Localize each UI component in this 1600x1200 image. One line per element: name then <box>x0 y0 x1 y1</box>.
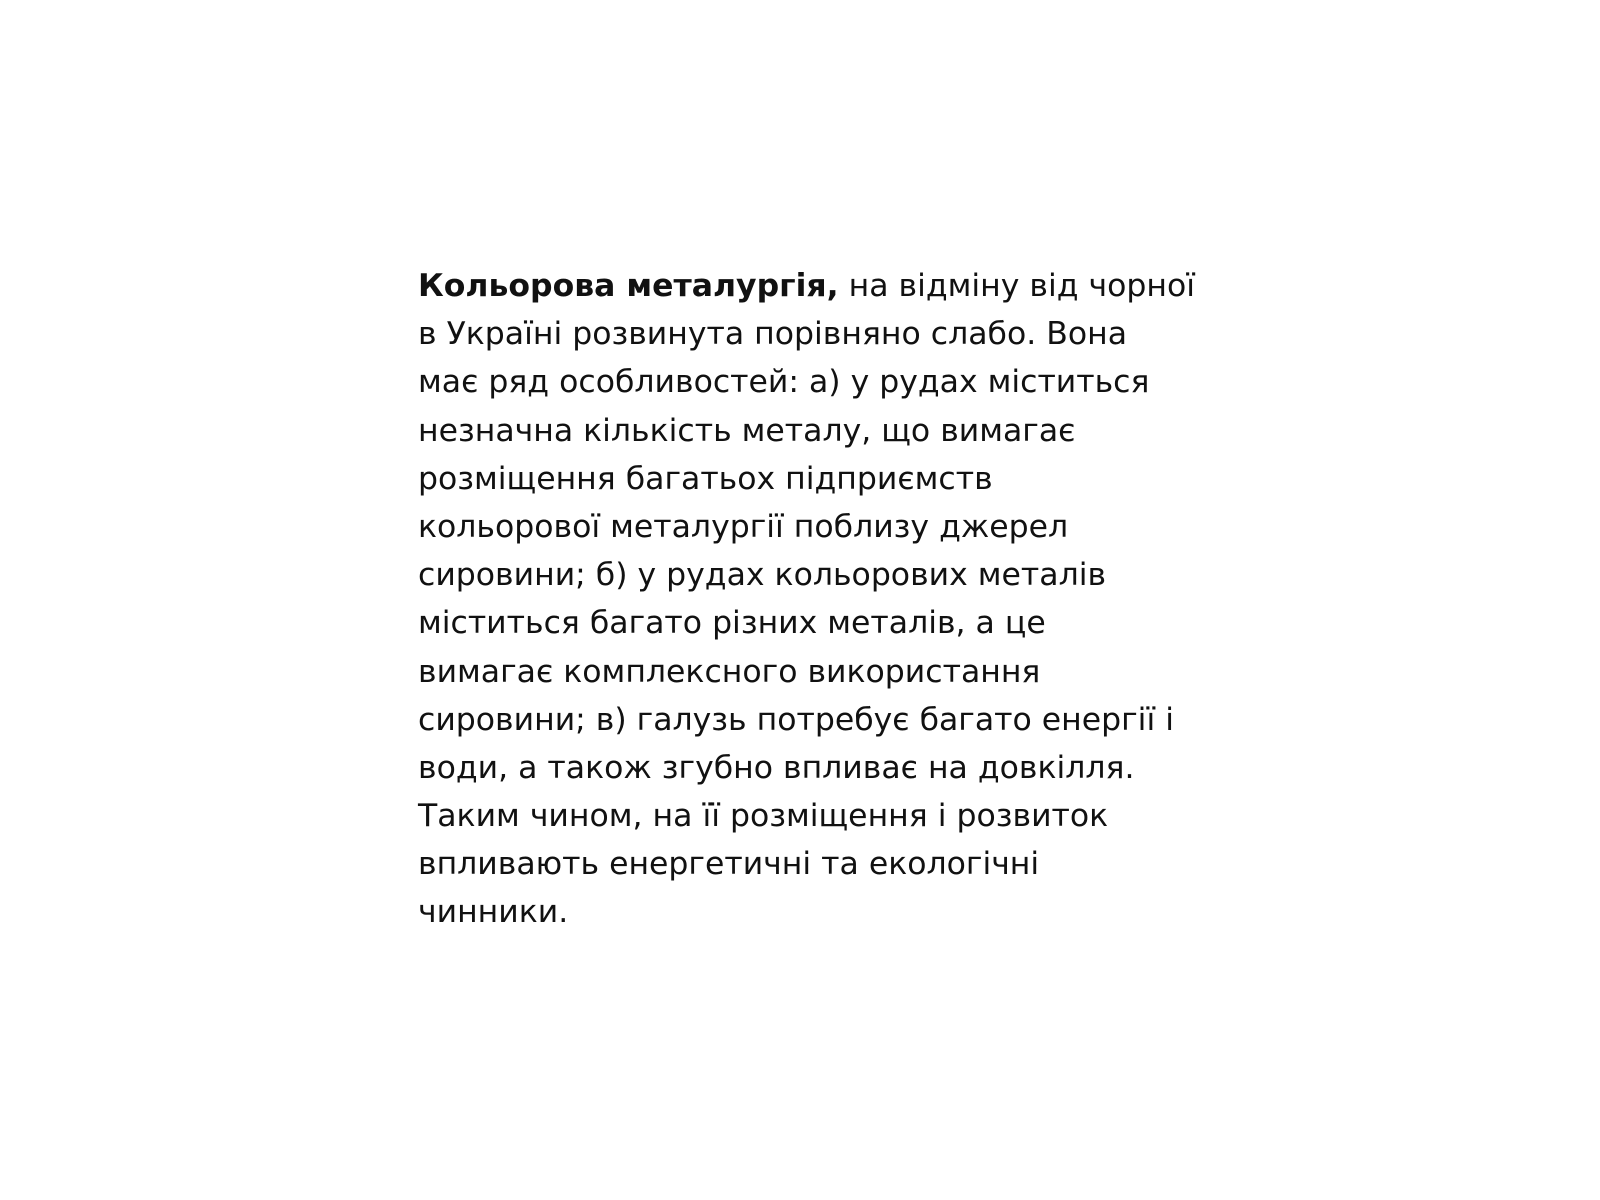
paragraph-line: кольорової металургії поблизу джерел <box>418 508 1069 545</box>
body-paragraph <box>418 262 1198 937</box>
paragraph-term: Кольорова металургія, <box>418 268 839 304</box>
paragraph-line: сировини; б) у рудах кольорових металів <box>418 557 1107 594</box>
paragraph-line: вимагає комплексного використання <box>418 653 1041 690</box>
paragraph-line: води, а також згубно впливає на довкілля. <box>418 749 1135 786</box>
paragraph-line-1 <box>418 262 1198 310</box>
paragraph-line: міститься багато різних металів, а це <box>418 605 1046 642</box>
paragraph-line: сировини; в) галузь потребує багато енергії і <box>418 701 1174 738</box>
paragraph-line: незначна кількість металу, що вимагає <box>418 412 1076 449</box>
paragraph-line: Таким чином, на її розміщення і розвиток <box>418 798 1109 835</box>
paragraph-line: розміщення багатьох підприємств <box>418 460 993 497</box>
paragraph-line: чинники. <box>418 894 569 931</box>
paragraph-line-1-rest: на відміну від чорної <box>838 268 1195 304</box>
paragraph-line: впливають енергетичні та екологічні <box>418 846 1040 883</box>
paragraph-line: в Україні розвинута порівняно слабо. Вона <box>418 316 1128 353</box>
paragraph-line: має ряд особливостей: а) у рудах міститься <box>418 364 1150 401</box>
